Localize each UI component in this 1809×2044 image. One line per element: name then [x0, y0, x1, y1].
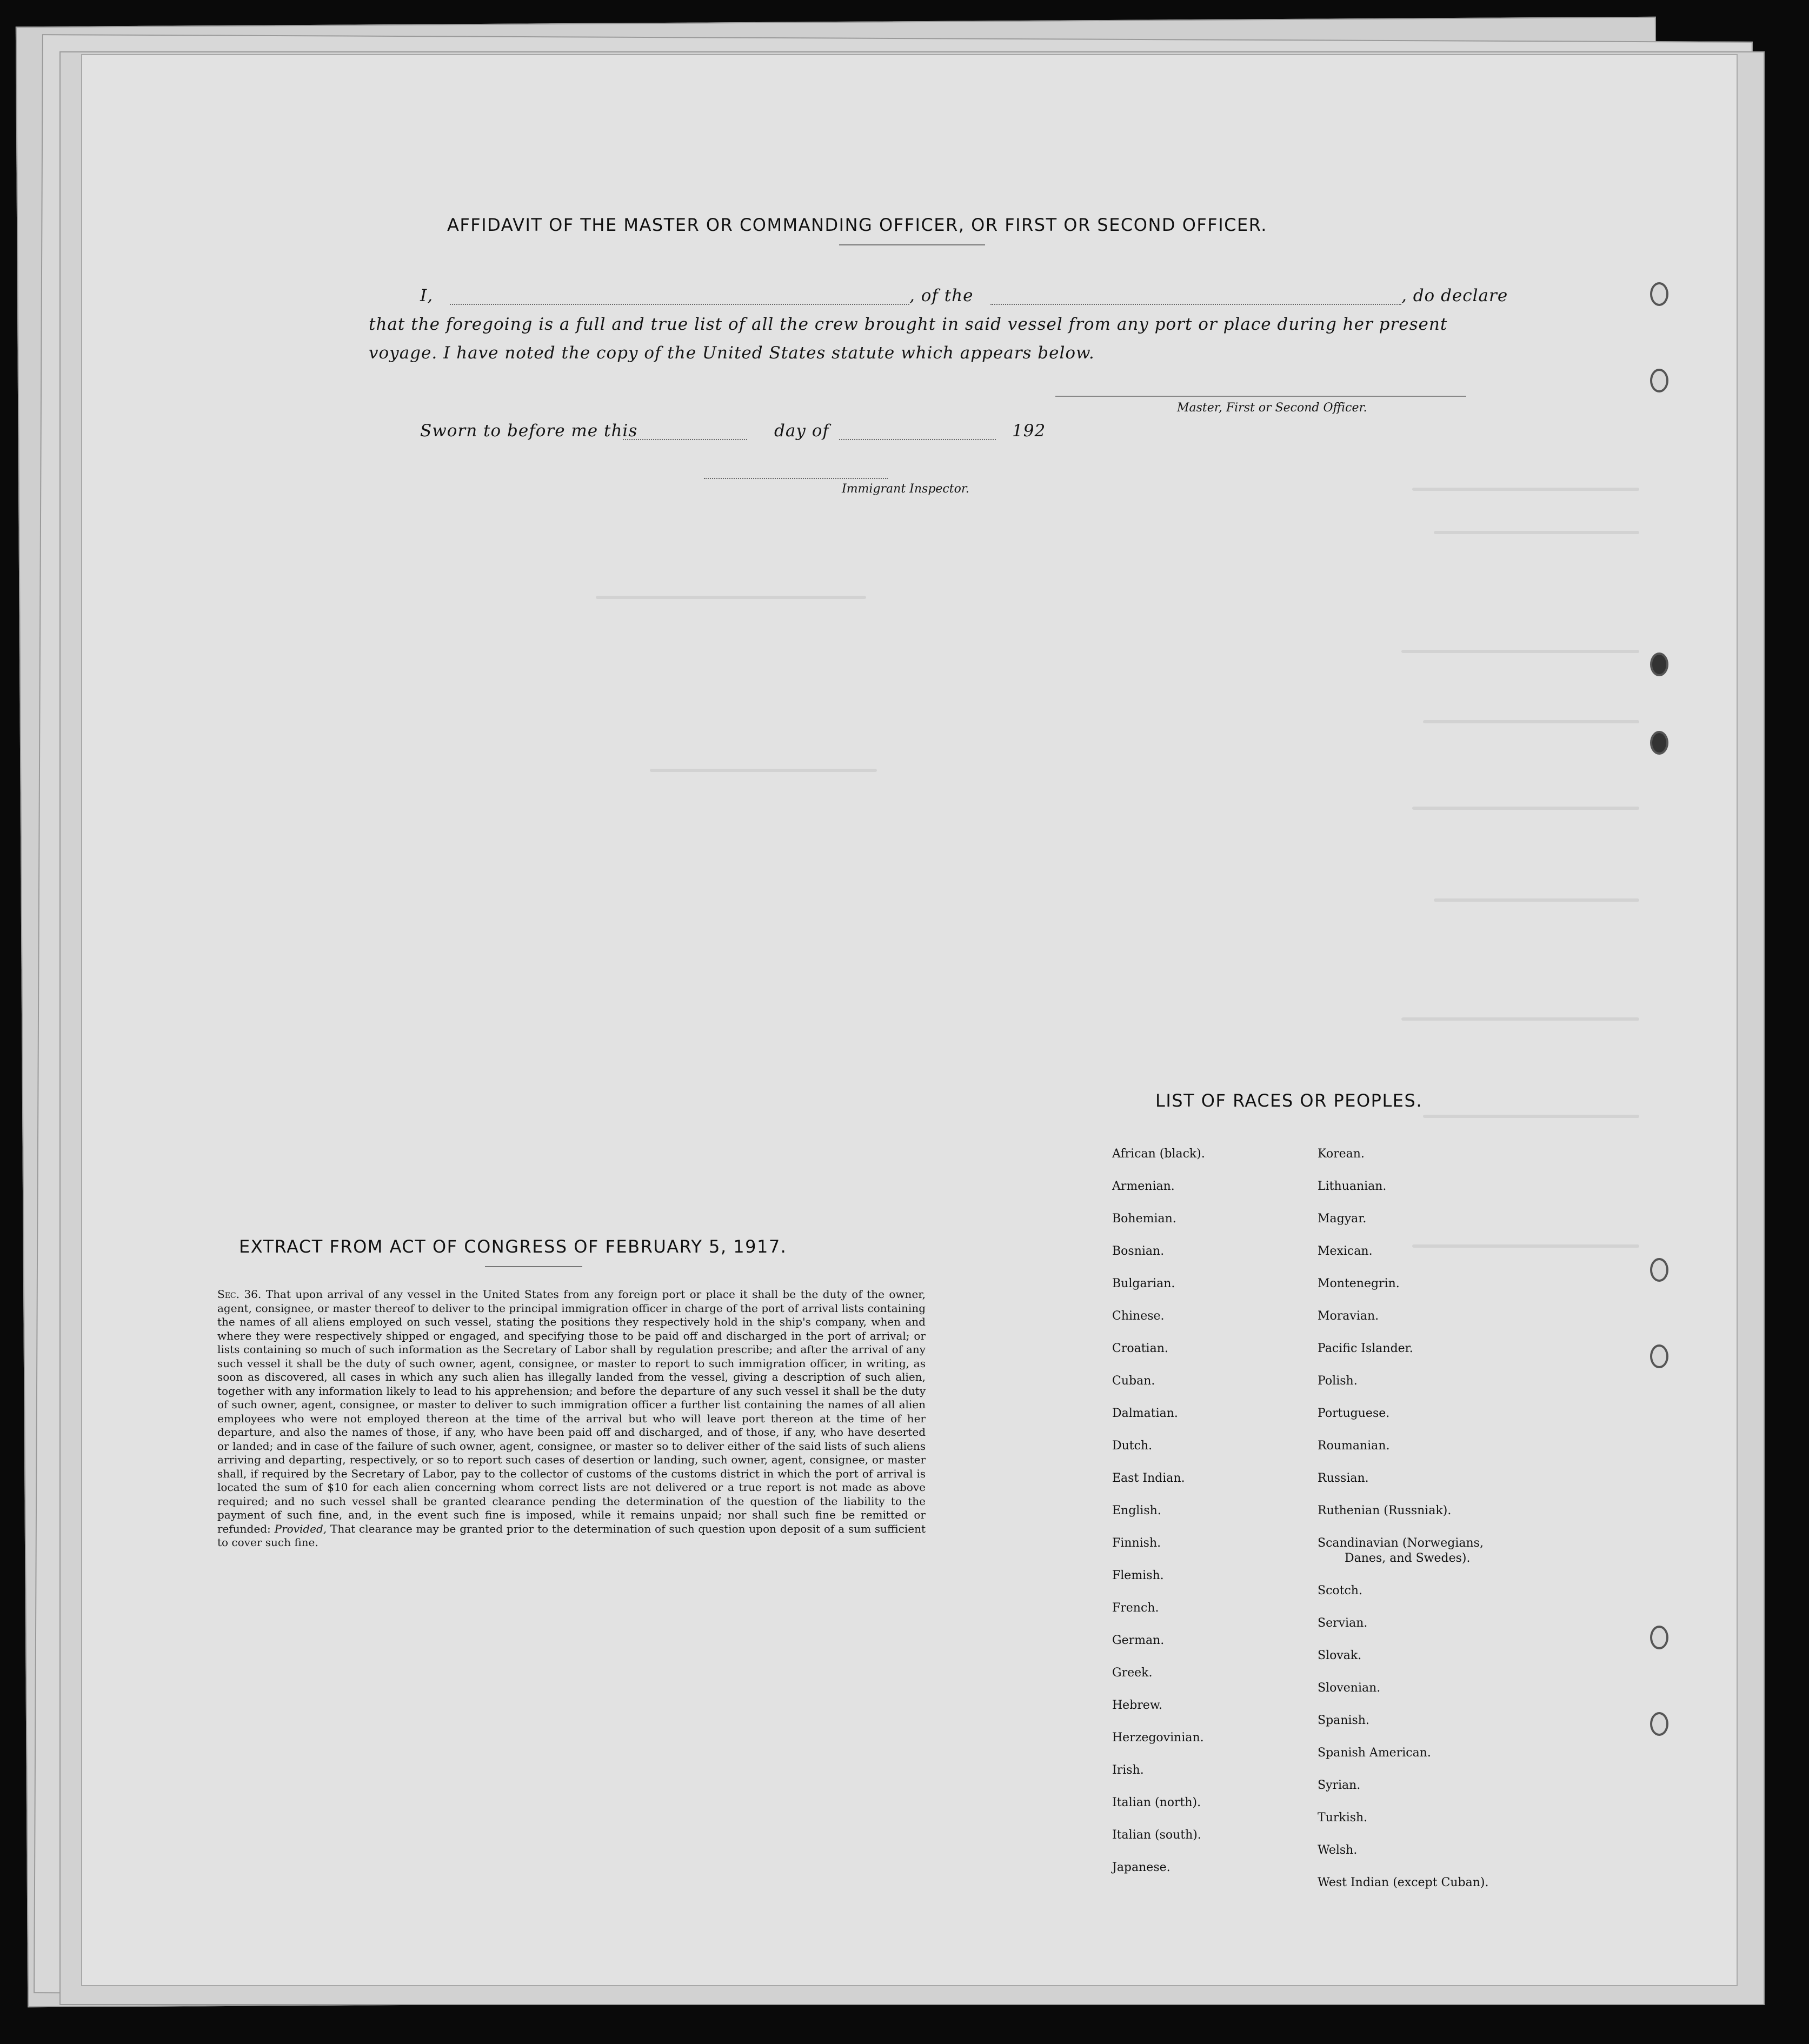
bleed-through-mark: [1401, 650, 1639, 653]
race-item: Greek.: [1112, 1666, 1153, 1680]
inspector-caption: Immigrant Inspector.: [842, 482, 969, 496]
punch-hole-icon: [1650, 1712, 1668, 1736]
race-item: Spanish.: [1318, 1714, 1369, 1727]
title-underline: [839, 244, 985, 245]
day-of-label: day of: [774, 421, 829, 441]
race-item: Syrian.: [1318, 1779, 1361, 1792]
affidavit-body-line-2: that the foregoing is a full and true list of all the crew brought in said vessel from any port or place during her present: [369, 315, 1448, 334]
sworn-day-blank: [623, 439, 747, 440]
do-declare-label: , do declare: [1401, 286, 1508, 305]
race-item: Scotch.: [1318, 1584, 1362, 1597]
race-item: Chinese.: [1112, 1309, 1165, 1323]
punch-hole-icon: [1650, 1344, 1668, 1368]
bleed-through-mark: [1412, 488, 1639, 491]
extract-title-underline: [485, 1266, 582, 1267]
sworn-month-blank: [839, 439, 996, 440]
race-item: Korean.: [1318, 1147, 1365, 1161]
sworn-prefix: Sworn to before me this: [420, 421, 638, 441]
section-label: Sec. 36.: [217, 1288, 262, 1301]
race-item: Bulgarian.: [1112, 1277, 1175, 1290]
race-item: West Indian (except Cuban).: [1318, 1876, 1489, 1889]
race-item: Flemish.: [1112, 1569, 1164, 1582]
race-item: Italian (north).: [1112, 1796, 1201, 1809]
race-item: Italian (south).: [1112, 1828, 1201, 1842]
form-page: [81, 54, 1738, 1986]
affidavit-body-line-3: voyage. I have noted the copy of the United States statute which appears below.: [369, 343, 1095, 363]
officer-signature-line: [1055, 396, 1466, 397]
race-item: Spanish American.: [1318, 1746, 1431, 1760]
punch-hole-icon: [1650, 653, 1668, 676]
bleed-through-mark: [1412, 807, 1639, 810]
race-item: Croatian.: [1112, 1342, 1168, 1355]
race-item: English.: [1112, 1504, 1161, 1517]
race-item: Scandinavian (Norwegians,: [1318, 1536, 1484, 1550]
vessel-name-blank: [990, 304, 1401, 305]
race-item: Dalmatian.: [1112, 1407, 1178, 1420]
race-item: French.: [1112, 1601, 1159, 1615]
race-item: Pacific Islander.: [1318, 1342, 1413, 1355]
race-item: Danes, and Swedes).: [1345, 1552, 1471, 1565]
of-the-label: , of the: [909, 286, 974, 305]
section-36-body: That upon arrival of any vessel in the United States from any foreign port or place it shall be the duty of the owner, agent, consignee, or master thereof to deliver to the principal immigration officer in charge of the port of arrival lists containing the names of all aliens employed on such vessel, stating the positions they respectively hold in the ship's company, when and where they were respectively shipped or engaged, and specifying those to be paid off and discharged in the port of arrival; or lists containing so much of such information as the Secretary of Labor shall by regulation prescribe; and after the arrival of any such vessel it shall be the duty of such owner, agent, consignee, or master to report to such immigration officer, in writing, as soon as discovered, all cases in which any such alien has illegally landed from the vessel, giving a description of such alien, together with any information likely to lead to his apprehension; and before the departure of any such vessel it shall be the duty of such owner, agent, consignee, or master to deliver to such immigration officer a further list containing the names of all alien employees who were not employed thereon at the time of the arrival but who will leave port thereon at the time of her departure, and also the names of those, if any, who have been paid off and discharged, and of those, if any, who have deserted or landed; and in case of the failure of such owner, agent, consignee, or master so to deliver either of the said lists of such aliens arriving and departing, respectively, or so to report such cases of desertion or landing, such owner, agent, consignee, or master shall, if required by the Secretary of Labor, pay to the collector of customs of the customs district in which the port of arrival is located the sum of $10 for each alien concerning whom correct lists are not delivered or a true report is not made as above required; and no such vessel shall be granted clearance pending the determination of the question of the liability to the payment of such fine, and, in the event such fine is imposed, while it remains unpaid; nor shall such fine be remitted or refunded:: [217, 1288, 926, 1535]
race-item: African (black).: [1112, 1147, 1205, 1161]
race-item: Portuguese.: [1318, 1407, 1390, 1420]
punch-hole-icon: [1650, 369, 1668, 392]
race-item: Moravian.: [1318, 1309, 1379, 1323]
race-item: Slovenian.: [1318, 1681, 1381, 1695]
race-item: Roumanian.: [1318, 1439, 1390, 1453]
race-item: Hebrew.: [1112, 1699, 1163, 1712]
race-item: Armenian.: [1112, 1180, 1175, 1193]
master-name-blank: [450, 304, 909, 305]
race-item: German.: [1112, 1634, 1165, 1647]
punch-hole-icon: [1650, 1626, 1668, 1649]
punch-hole-icon: [1650, 282, 1668, 306]
race-item: Polish.: [1318, 1374, 1358, 1388]
races-title: LIST OF RACES OR PEOPLES.: [1155, 1090, 1422, 1111]
race-item: Bohemian.: [1112, 1212, 1176, 1226]
race-item: Slovak.: [1318, 1649, 1362, 1662]
race-item: Herzegovinian.: [1112, 1731, 1204, 1745]
race-item: Welsh.: [1318, 1843, 1358, 1857]
section-36-text: [217, 1288, 926, 1550]
bleed-through-mark: [1434, 898, 1639, 902]
affidavit-i-label: I,: [420, 286, 434, 305]
bleed-through-mark: [1423, 720, 1639, 723]
inspector-signature-line: [704, 478, 888, 479]
race-item: Irish.: [1112, 1763, 1144, 1777]
extract-title: EXTRACT FROM ACT OF CONGRESS OF FEBRUARY 5, 1917.: [239, 1236, 787, 1257]
race-item: Mexican.: [1318, 1244, 1373, 1258]
race-item: Turkish.: [1318, 1811, 1368, 1825]
race-item: Russian.: [1318, 1472, 1369, 1485]
race-item: Servian.: [1318, 1616, 1368, 1630]
race-item: Ruthenian (Russniak).: [1318, 1504, 1452, 1517]
punch-hole-icon: [1650, 1258, 1668, 1282]
bleed-through-mark: [1412, 1244, 1639, 1248]
affidavit-title: AFFIDAVIT OF THE MASTER OR COMMANDING OFFICER, OR FIRST OR SECOND OFFICER.: [447, 215, 1267, 235]
race-item: Dutch.: [1112, 1439, 1153, 1453]
signature-caption: Master, First or Second Officer.: [1177, 401, 1367, 415]
provided-word: Provided,: [274, 1522, 327, 1535]
race-item: East Indian.: [1112, 1472, 1185, 1485]
bleed-through-mark: [1401, 1017, 1639, 1021]
race-item: Cuban.: [1112, 1374, 1155, 1388]
race-item: Finnish.: [1112, 1536, 1161, 1550]
bleed-through-mark: [596, 596, 866, 599]
race-item: Montenegrin.: [1318, 1277, 1400, 1290]
bleed-through-mark: [650, 769, 877, 772]
race-item: Lithuanian.: [1318, 1180, 1387, 1193]
race-item: Bosnian.: [1112, 1244, 1165, 1258]
section-36-proviso: That clearance may be granted prior to the determination of such question upon deposit of a sum sufficient to cover such fine.: [217, 1522, 926, 1549]
race-item: Japanese.: [1112, 1861, 1170, 1874]
bleed-through-mark: [1423, 1115, 1639, 1118]
punch-hole-icon: [1650, 731, 1668, 755]
year-prefix: 192: [1012, 421, 1046, 441]
bleed-through-mark: [1434, 531, 1639, 534]
race-item: Magyar.: [1318, 1212, 1367, 1226]
